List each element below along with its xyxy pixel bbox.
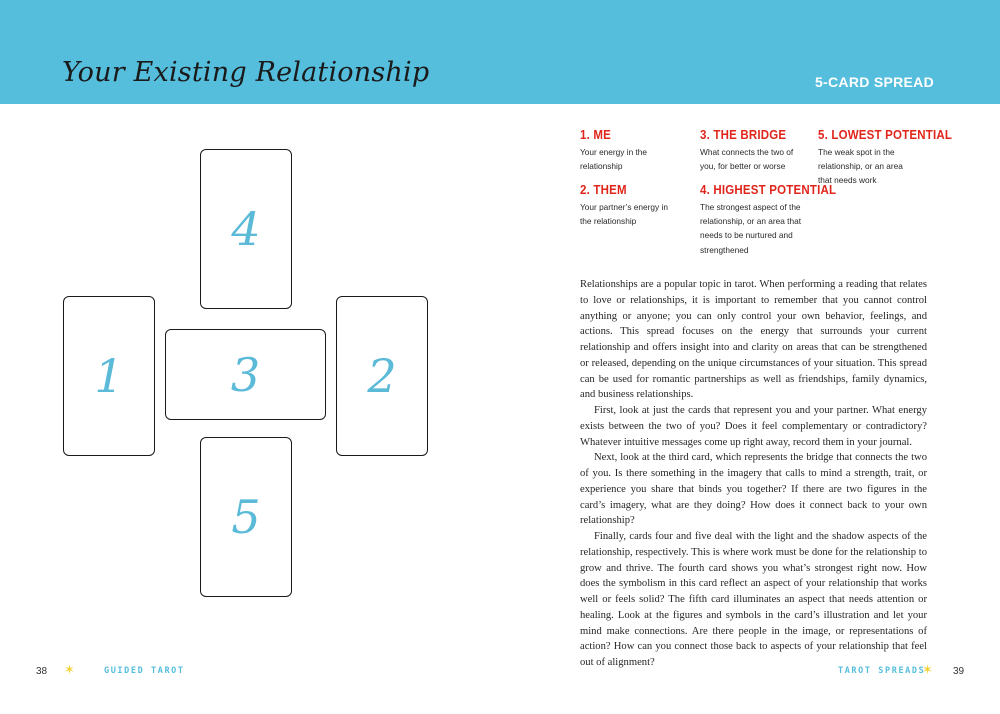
position-description: Your partner’s energy in the relationship	[580, 202, 668, 227]
position-title: 2. THEM	[580, 184, 627, 198]
position-title: 4. HIGHEST POTENTIAL	[700, 184, 837, 198]
paragraph: Next, look at the third card, which represents the bridge that connects the two of you. Is there something in the imagery that calls to mind a strength, trait, or experience you share that binds you together? If there are two figures in the card’s imagery, what are they doing? How does it connect back to your own relationship?	[580, 452, 927, 527]
right-page-number: 39	[953, 666, 965, 677]
card-3	[165, 329, 326, 420]
position-description: The weak spot in the relationship, or an area that needs work	[818, 147, 903, 186]
spread-label: 5-CARD SPREAD	[814, 74, 934, 90]
card-number: 4	[231, 202, 261, 256]
left-page-number: 38	[36, 666, 48, 677]
position-description: What connects the two of you, for better or worse	[700, 147, 794, 172]
paragraph: Finally, cards four and five deal with the light and the shadow aspects of the relationship, respectively. This is where work must be done for the relationship to grow and thrive. The fourth card shows you what’s strongest right now. How does the symbolism in this card reflect an aspect of your relationship that works well or feels solid? The fifth card illuminates an aspect that needs attention or healing. Look at the figures and symbols in the card’s illustration and let your mind make connections. Are there people in the image, or representations of action? How can you connect those back to aspects of your relationship that feel out of alignment?	[580, 531, 927, 668]
paragraph: Relationships are a popular topic in tarot. When performing a reading that relates to love or relationships, it is important to remember that you cannot control anything or anyone; you can only control your own behavior, feelings, and actions. This spread focuses on the energy that surrounds your current relationship and offers insight into and clarity on areas that can be strengthened or released, depending on the unique circumstances of your situation. This spread can be used for romantic partnerships as well as friendships, family dynamics, and business relationships.	[580, 279, 927, 401]
card-2	[336, 296, 428, 456]
position-3	[700, 129, 815, 173]
card-4	[200, 149, 292, 309]
body-text	[580, 277, 927, 671]
card-5	[200, 437, 292, 597]
card-number: 1	[94, 349, 124, 403]
position-title: 1. ME	[580, 129, 612, 143]
card-1	[63, 296, 155, 456]
right-running-head: TAROT SPREADS	[838, 666, 926, 676]
position-4	[700, 184, 837, 257]
card-number: 2	[367, 349, 397, 403]
paragraph: First, look at just the cards that represent you and your partner. What energy exists between the two of you? Does it feel complementary or contradictory? Whatever intuitive messages come up right away, record them in your journal.	[580, 405, 927, 448]
page-title: Your Existing Relationship	[62, 57, 430, 88]
position-1	[580, 129, 695, 173]
star-icon: ✶	[922, 662, 933, 677]
card-number: 5	[231, 490, 261, 544]
position-description: Your energy in the relationship	[580, 147, 648, 172]
position-5	[818, 129, 953, 188]
left-running-head: GUIDED TAROT	[104, 666, 185, 676]
position-title: 5. LOWEST POTENTIAL	[818, 129, 953, 143]
card-number: 3	[230, 347, 261, 402]
star-icon: ✶	[64, 662, 75, 677]
position-description: The strongest aspect of the relationship, or an area that needs to be nurtured and strengthened	[700, 202, 802, 255]
position-title: 3. THE BRIDGE	[700, 129, 787, 143]
position-2	[580, 184, 695, 228]
